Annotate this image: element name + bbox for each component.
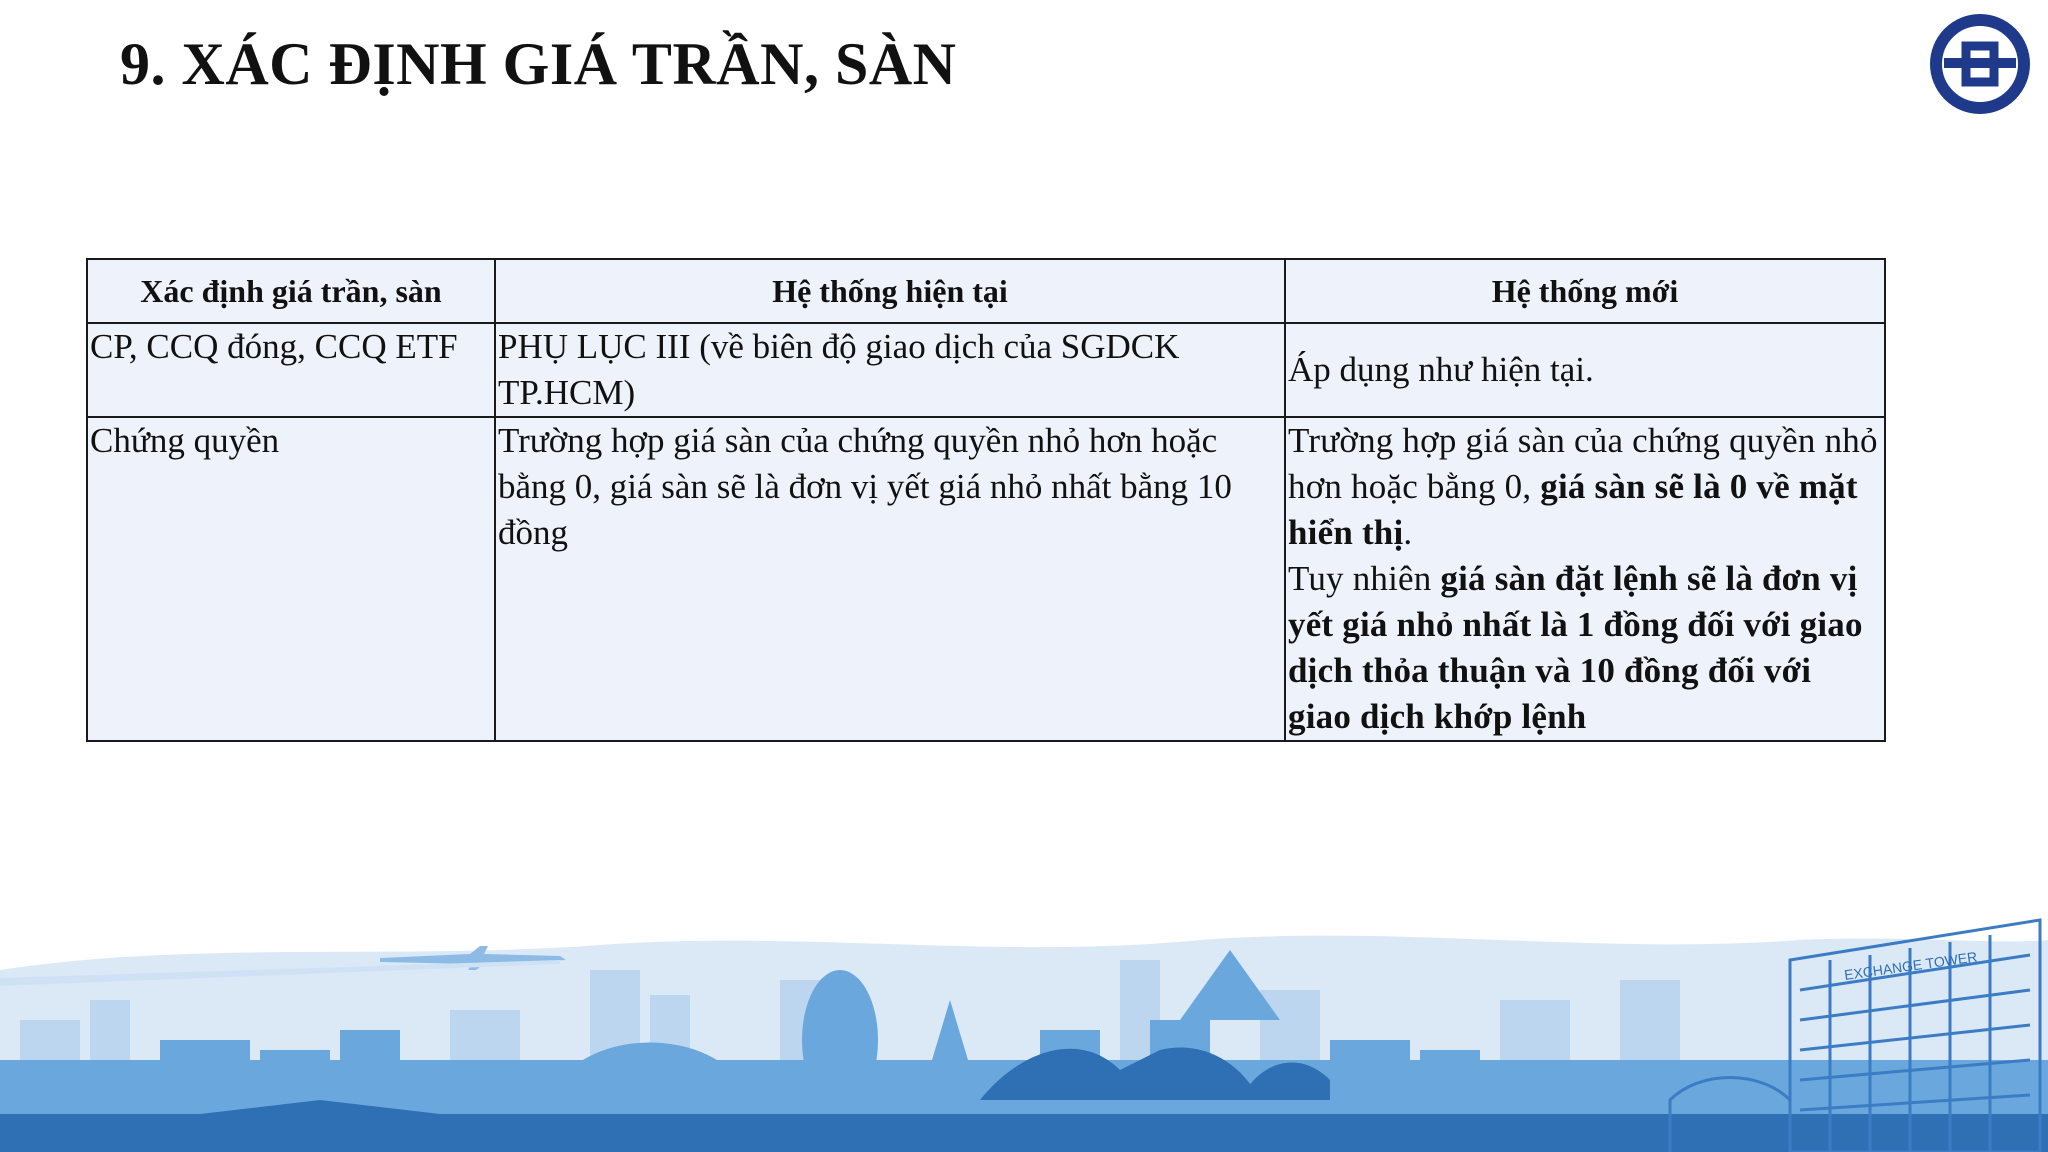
city-skyline-banner-icon: [0, 900, 2048, 1152]
row-new-system: Áp dụng như hiện tại.: [1285, 323, 1885, 417]
new-text: Trường hợp giá sàn của chứng quyền nhỏ hơn hoặc bằng 0,: [1288, 421, 1878, 506]
header-category: Xác định giá trần, sàn: [87, 259, 495, 323]
row-new-system: [1285, 417, 1885, 741]
page-title: 9. XÁC ĐỊNH GIÁ TRẦN, SÀN: [120, 31, 957, 97]
new-text-bold: giá sàn sẽ là 0 về mặt hiển thị: [1288, 467, 1858, 552]
row-category: CP, CCQ đóng, CCQ ETF: [87, 323, 495, 417]
row-current-system: PHỤ LỤC III (về biên độ giao dịch của SGDCK TP.HCM): [495, 323, 1285, 417]
row-category: Chứng quyền: [87, 417, 495, 741]
new-text-bold: giá sàn đặt lệnh sẽ là đơn vị yết giá nhỏ nhất là 1 đồng đối với giao dịch thỏa thuận và 10 đồng đối với giao dịch khớp lệnh: [1288, 559, 1863, 736]
skyline-sign: EXCHANGE TOWER: [1843, 948, 1979, 983]
new-text: .: [1403, 513, 1413, 552]
table-row: [87, 417, 1885, 741]
table-header-row: [87, 259, 1885, 323]
comparison-table: [86, 258, 1884, 742]
row-current-system: Trường hợp giá sàn của chứng quyền nhỏ hơn hoặc bằng 0, giá sàn sẽ là đơn vị yết giá nhỏ nhất bằng 10 đồng: [495, 417, 1285, 741]
new-text: Tuy nhiên: [1288, 559, 1441, 598]
exchange-logo-icon: [1930, 14, 2030, 114]
table-row: [87, 323, 1885, 417]
header-new-system: Hệ thống mới: [1285, 259, 1885, 323]
header-current-system: Hệ thống hiện tại: [495, 259, 1285, 323]
